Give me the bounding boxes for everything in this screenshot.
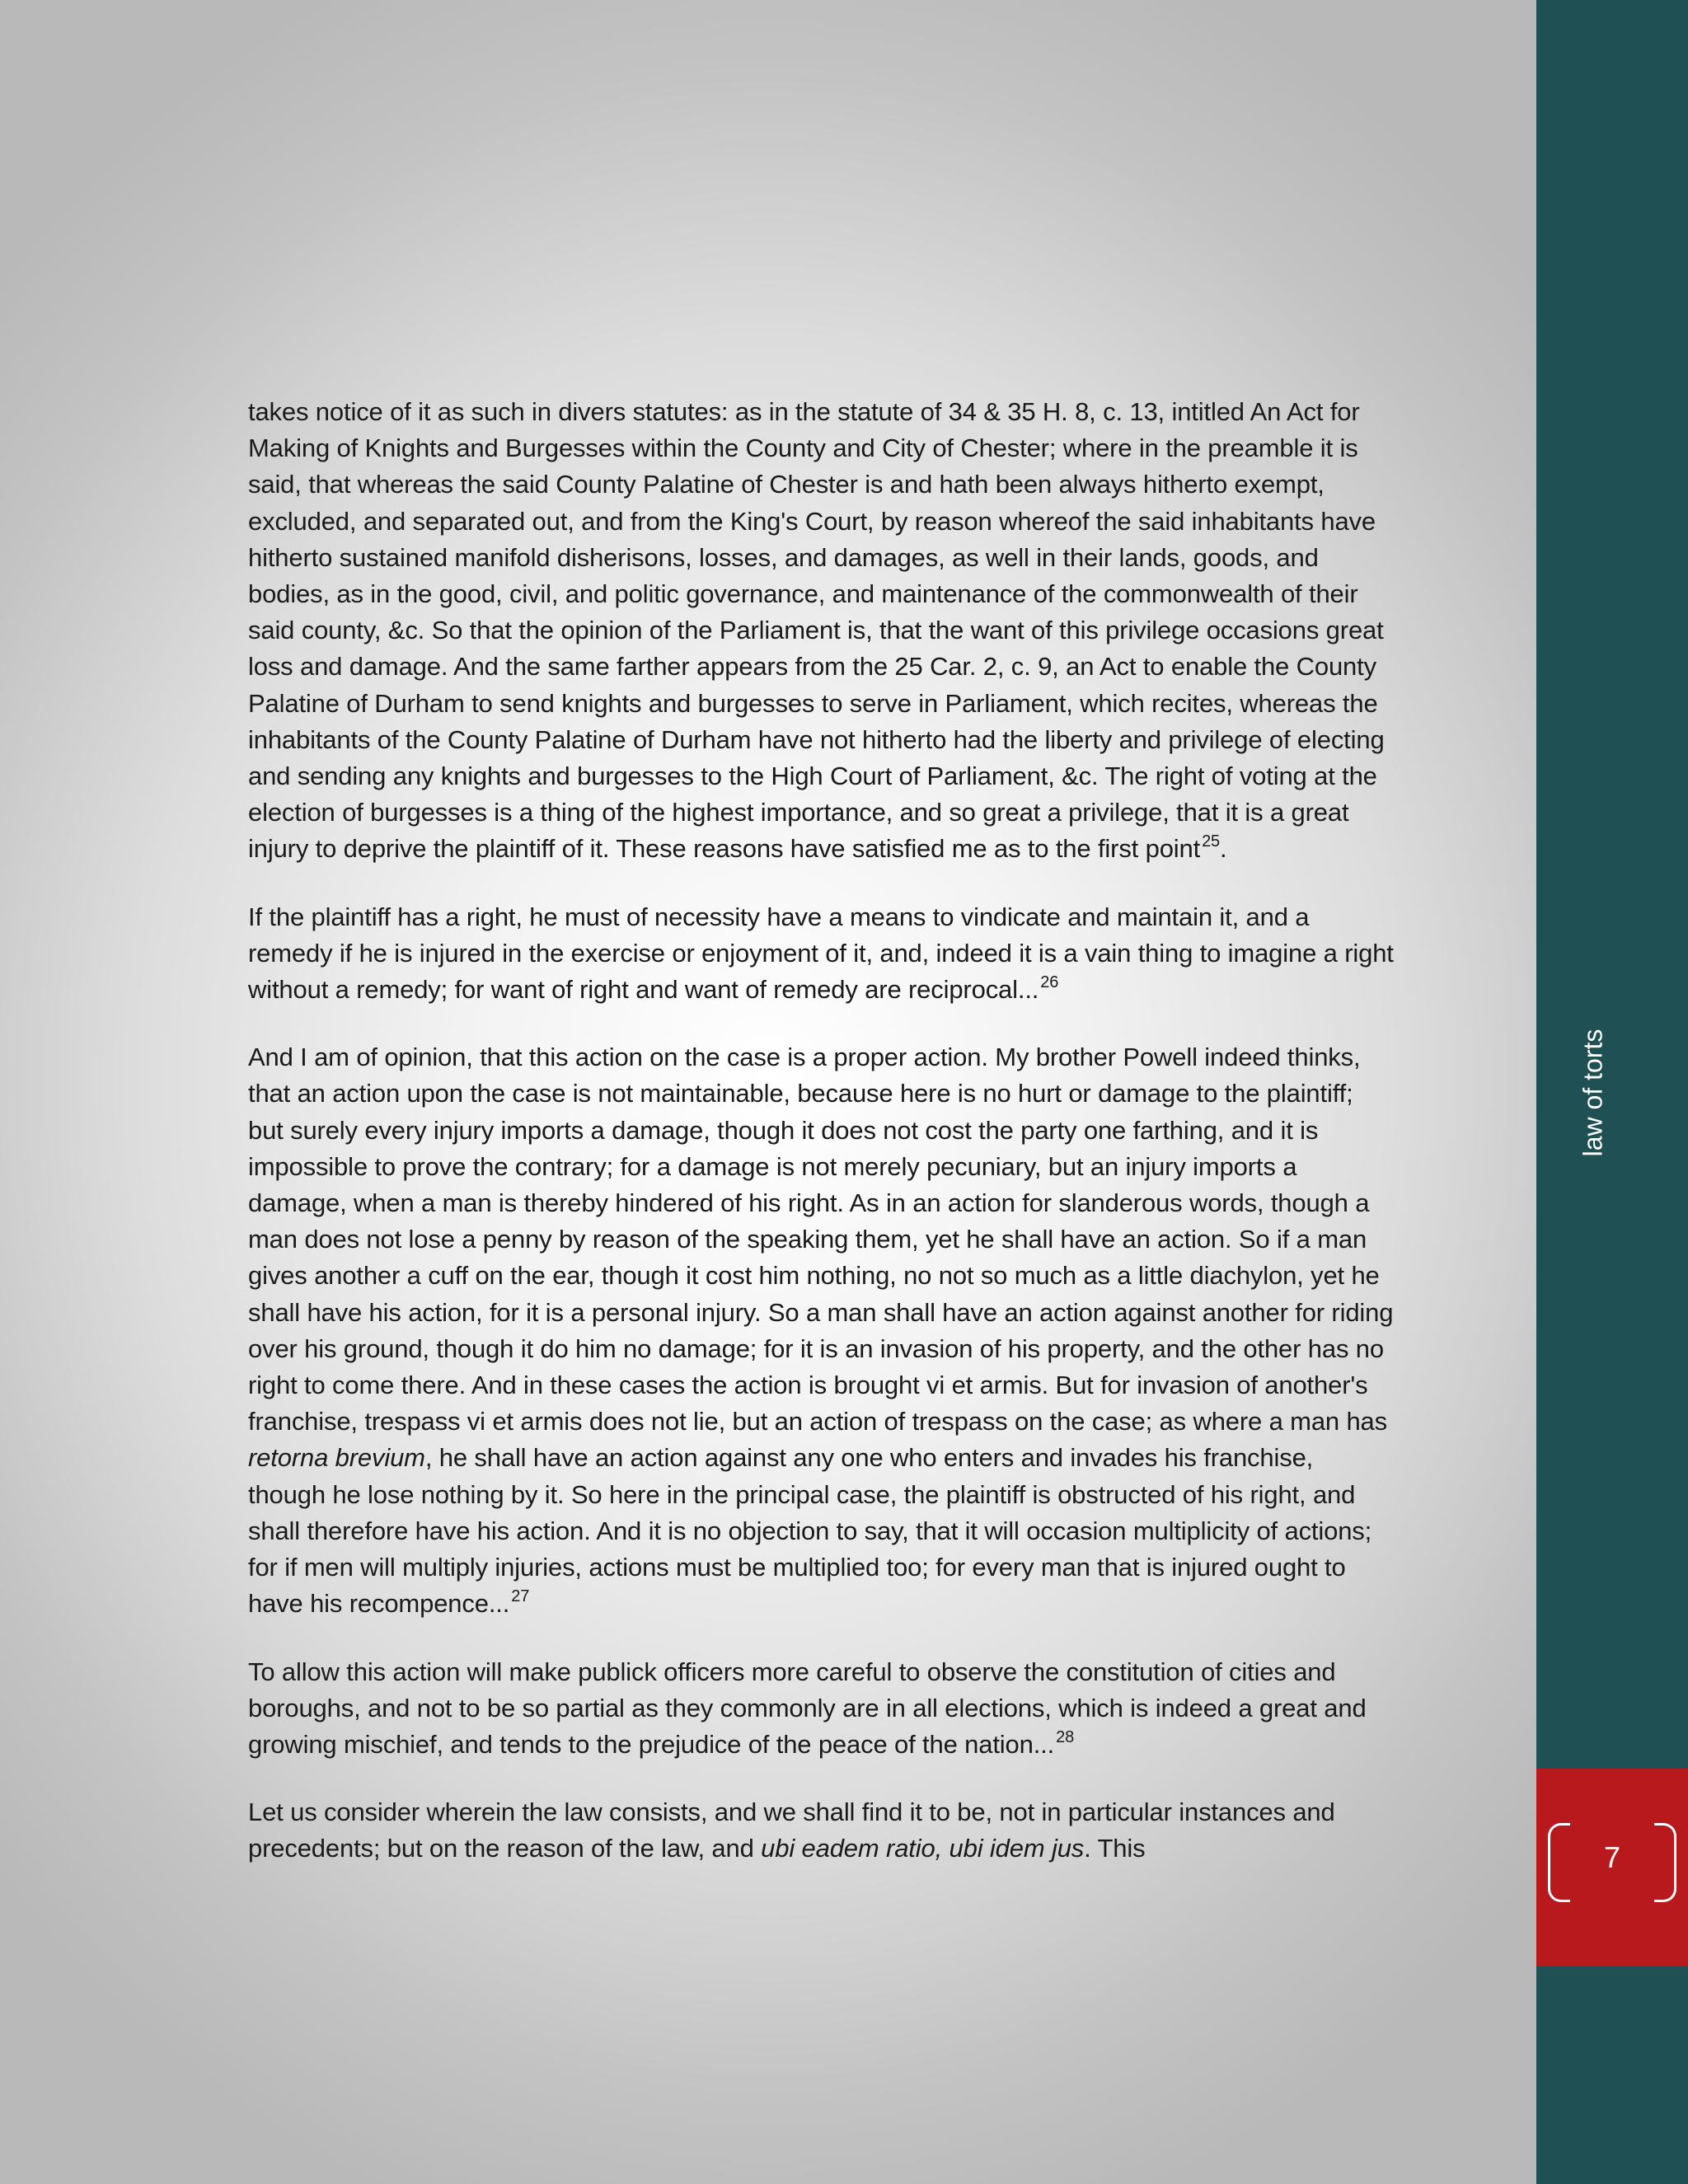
italic-text: retorna brevium xyxy=(248,1443,425,1473)
body-text xyxy=(248,394,1394,1896)
paragraph xyxy=(248,394,1394,871)
paragraph xyxy=(248,899,1394,1012)
sidebar-title-text: law of torts xyxy=(1578,1029,1608,1157)
text-run: . This xyxy=(1084,1834,1146,1863)
paragraph xyxy=(248,1654,1394,1767)
text-run: . xyxy=(1220,834,1227,864)
text-run: , he shall have an action against any one who enters and invades his franchise, though he lose nothing by it. So here in the principal case, the plaintiff is obstructed of his right, and shall therefore have his action. And it is no objection to say, that it will occasion multiplicity of actions; for if men will multiply injuries, actions must be multiplied too; for every man that is injured ought to have his recompence... xyxy=(248,1443,1372,1619)
paragraph xyxy=(248,1794,1394,1867)
page-number: 7 xyxy=(1603,1840,1621,1874)
text-run: takes notice of it as such in divers statutes: as in the statute of 34 & 35 H. 8, c. 13, intitled An Act for Making of Knights and Burgesses within the County and City of Chester; where in the preamble it is said, that whereas the said County Palatine of Chester is and hath been always hitherto exempt, excluded, and separated out, and from the King's Court, by reason whereof the said inhabitants have hitherto sustained manifold disherisons, losses, and damages, as well in their lands, goods, and bodies, as in the good, civil, and politic governance, and maintenance of the commonwealth of their said county, &c. So that the opinion of the Parliament is, that the want of this privilege occasions great loss and damage. And the same farther appears from the 25 Car. 2, c. 9, an Act to enable the County Palatine of Durham to send knights and burgesses to serve in Parliament, which recites, whereas the inhabitants of the County Palatine of Durham have not hitherto had the liberty and privilege of electing and sending any knights and burgesses to the High Court of Parliament, &c. The right of voting at the election of burgesses is a thing of the highest importance, and so great a privilege, that it is a great injury to deprive the plaintiff of it. These reasons have satisfied me as to the first point xyxy=(248,397,1385,864)
footnote-ref[interactable]: 28 xyxy=(1056,1727,1075,1746)
text-run: And I am of opinion, that this action on the case is a proper action. My brother Powell indeed thinks, that an action upon the case is not maintainable, because here is no hurt or damage to the plaintiff; but surely every injury imports a damage, though it does not cost the party one farthing, and it is impossible to prove the contrary; for a damage is not merely pecuniary, but an injury imports a damage, when a man is thereby hindered of his right. As in an action for slanderous words, though a man does not lose a penny by reason of the speaking them, yet he shall have an action. So if a man gives another a cuff on the ear, though it cost him nothing, no not so much as a little diachylon, yet he shall have his action, for it is a personal injury. So a man shall have an action against another for riding over his ground, though it do him no damage; for it is an invasion of his property, and the other has no right to come there. And in these cases the action is brought vi et armis. But for invasion of another's franchise, trespass vi et armis does not lie, but an action of trespass on the case; as where a man has xyxy=(248,1043,1394,1436)
footnote-ref[interactable]: 25 xyxy=(1202,832,1221,851)
text-run: Let us consider wherein the law consists, and we shall find it to be, not in particular instances and precedents; but on the reason of the law, and xyxy=(248,1797,1335,1863)
page-number-box xyxy=(1536,1769,1688,1966)
footnote-ref[interactable]: 27 xyxy=(511,1587,530,1606)
text-run: If the plaintiff has a right, he must of necessity have a means to vindicate and maintain it, and a remedy if he is injured in the exercise or enjoyment of it, and, indeed it is a vain thing to imagine a right without a remedy; for want of right and want of remedy are reciprocal... xyxy=(248,902,1394,1005)
paragraph xyxy=(248,1039,1394,1625)
text-run: To allow this action will make publick officers more careful to observe the constitution of cities and boroughs, and not to be so partial as they commonly are in all elections, which is indeed a great and growing mischief, and tends to the prejudice of the peace of the nation... xyxy=(248,1657,1367,1759)
footnote-ref[interactable]: 26 xyxy=(1040,973,1059,992)
italic-text: ubi eadem ratio, ubi idem jus xyxy=(761,1834,1085,1863)
